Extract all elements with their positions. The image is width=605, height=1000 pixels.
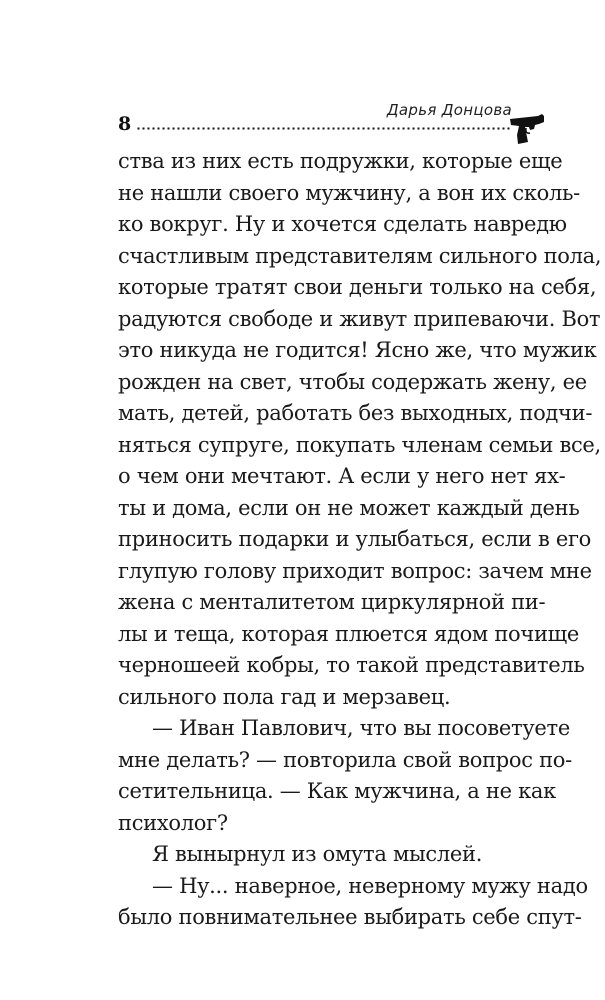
text-line: сетительница. — Как мужчина, а не как <box>118 779 556 803</box>
author-name: Дарья Донцова <box>386 101 512 119</box>
text-line: приносить подарки и улыбаться, если в его <box>118 527 592 551</box>
text-line: сильного пола гад и мерзавец. <box>118 684 451 709</box>
text-line: черношеей кобры, то такой представитель <box>118 653 585 677</box>
text-line: счастливым представителям сильного пола, <box>118 243 602 268</box>
text-line: Я вынырнул из омута мыслей. <box>152 842 483 866</box>
running-header <box>118 101 518 138</box>
body-text <box>118 146 602 934</box>
text-line: — Иван Павлович, что вы посоветуете <box>152 716 570 740</box>
text-line: жена с менталитетом циркулярной пи- <box>118 590 546 614</box>
text-line: мне делать? — повторила свой вопрос по- <box>118 747 572 772</box>
text-line: психолог? <box>118 810 228 835</box>
text-line: рожден на свет, чтобы содержать жену, ее <box>118 369 587 394</box>
text-line: которые тратят свои деньги только на себя, <box>118 275 597 299</box>
pistol-icon <box>508 110 548 146</box>
dotted-leader <box>136 127 512 130</box>
text-line: не нашли своего мужчину, а вон их сколь- <box>118 180 580 205</box>
text-line: это никуда не годится! Ясно же, что мужик <box>118 338 597 362</box>
page-number: 8 <box>118 113 132 135</box>
text-line: лы и теща, которая плюется ядом почище <box>118 621 580 646</box>
text-line: ко вокруг. Ну и хочется сделать навредю <box>118 212 567 236</box>
text-line: — Ну... наверное, неверному мужу надо <box>152 873 588 898</box>
text-line: было повнимательнее выбирать себе спут- <box>118 905 582 929</box>
text-line: мать, детей, работать без выходных, подчи- <box>118 401 593 425</box>
text-line: глупую голову приходит вопрос: зачем мне <box>118 558 592 583</box>
text-line: няться супруге, покупать членам семьи все, <box>118 432 601 457</box>
text-line: о чем они мечтают. А если у него нет ях- <box>118 464 566 488</box>
text-line: ты и дома, если он не может каждый день <box>118 495 580 520</box>
text-line: радуются свободе и живут припеваючи. Вот <box>118 306 601 331</box>
text-line: ства из них есть подружки, которые еще <box>118 149 563 173</box>
